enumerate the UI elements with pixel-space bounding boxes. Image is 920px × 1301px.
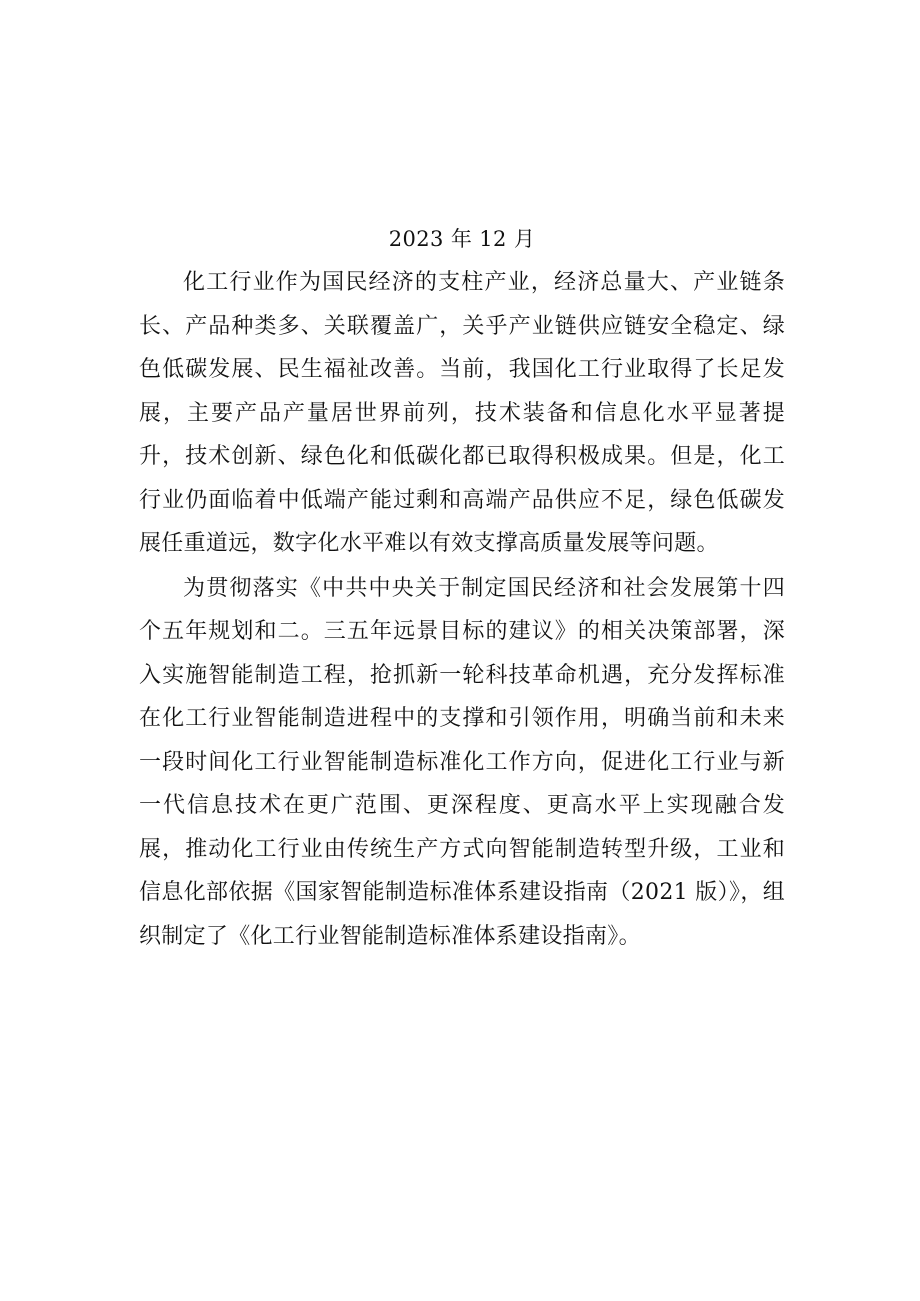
document-body xyxy=(139,219,785,958)
document-date: 2023 年 12 月 xyxy=(388,227,536,251)
paragraph-purpose: 为贯彻落实《中共中央关于制定国民经济和社会发展第十四个五年规划和二。三五年远景目标的建议》的相关决策部署，深入实施智能制造工程，抢抓新一轮科技革命机遇，充分发挥标准在化工行业智能制造进程中的支撑和引领作用，明确当前和未来一段时间化工行业智能制造标准化工作方向，促进化工行业与新一代信息技术在更广范围、更深程度、更高水平上实现融合发展，推动化工行业由传统生产方式向智能制造转型升级，工业和信息化部依据《国家智能制造标准体系建设指南（2021 版）》，组织制定了《化工行业智能制造标准体系建设指南》。 xyxy=(139,575,785,949)
paragraph-intro: 化工行业作为国民经济的支柱产业，经济总量大、产业链条长、产品种类多、关联覆盖广，关乎产业链供应链安全稳定、绿色低碳发展、民生福祉改善。当前，我国化工行业取得了长足发展，主要产品产量居世界前列，技术装备和信息化水平显著提升，技术创新、绿色化和低碳化都已取得积极成果。但是，化工行业仍面临着中低端产能过剩和高端产品供应不足，绿色低碳发展任重道远，数字化水平难以有效支撑高质量发展等问题。 xyxy=(139,270,785,556)
